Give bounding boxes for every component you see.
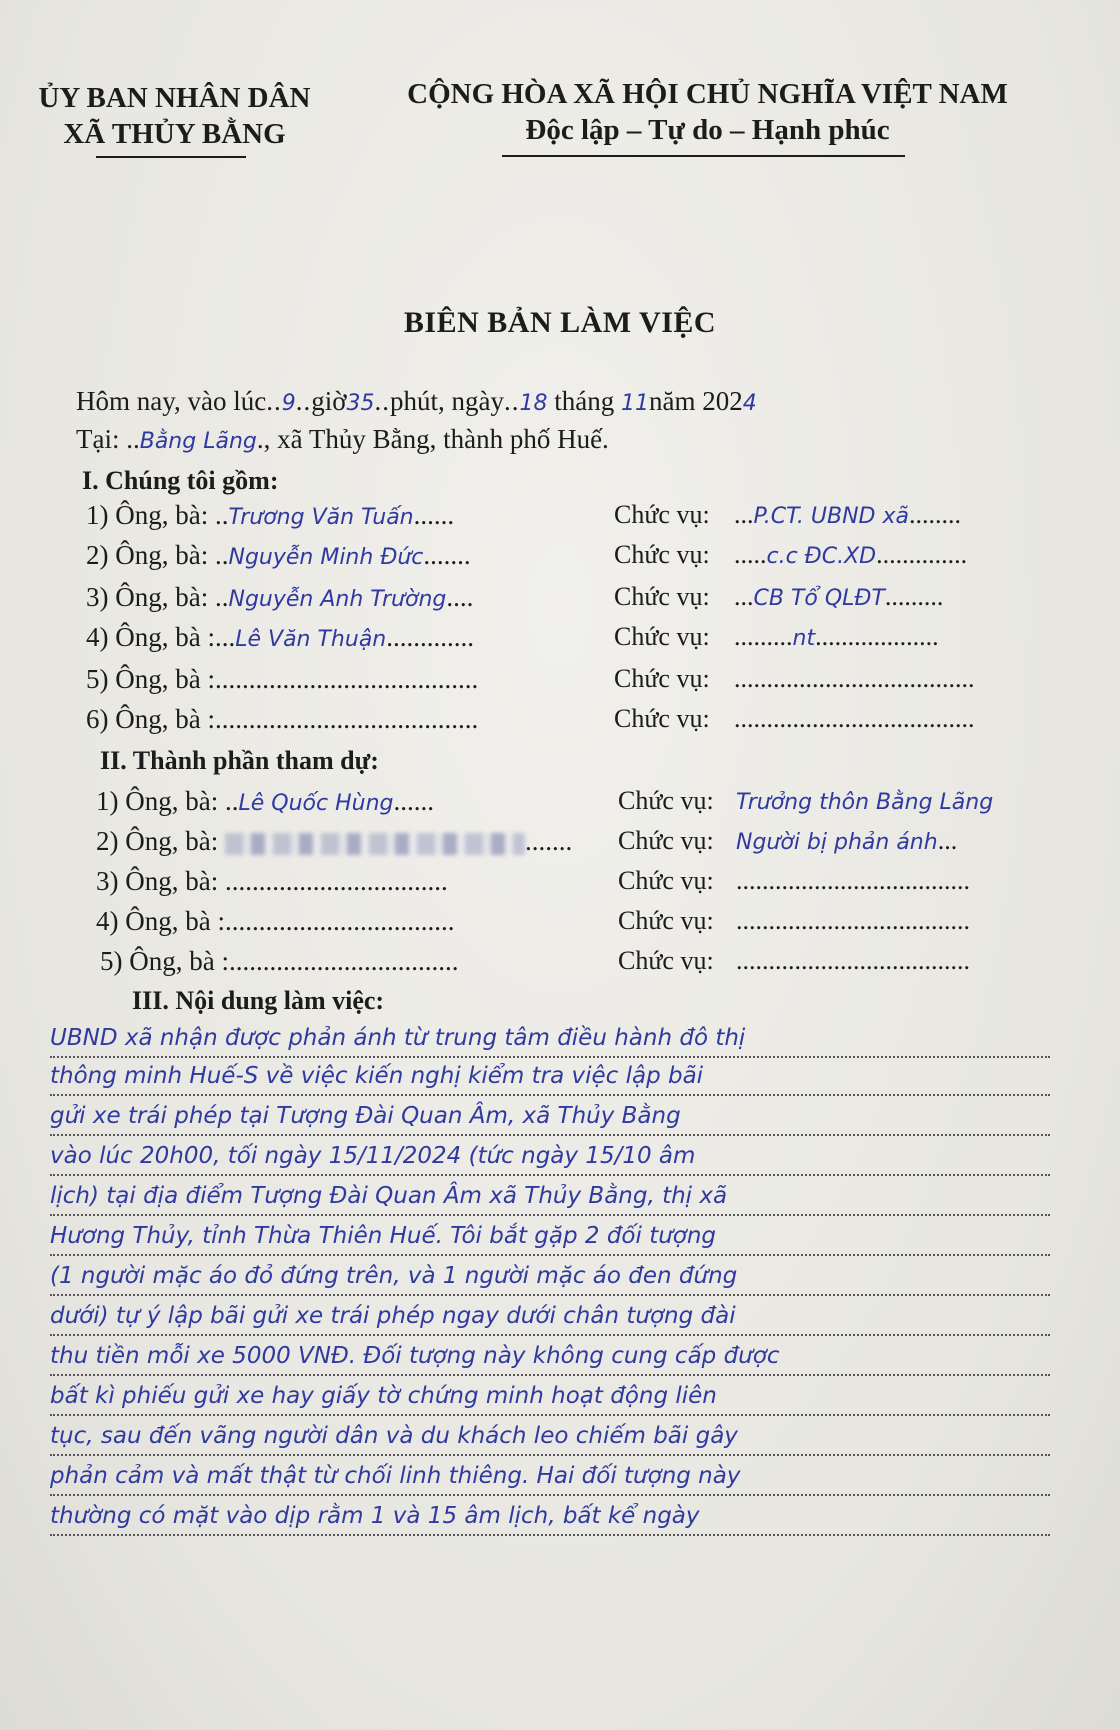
issuing-authority (22, 80, 327, 152)
member-row: 5) Ông, bà :....................................... (86, 664, 479, 694)
position-value: Người bị phản ánh (736, 830, 938, 855)
position-label: Chức vụ: (614, 664, 710, 693)
attendee-position: .................................... (736, 866, 970, 895)
member-name: Trương Văn Tuấn (228, 505, 414, 530)
position-value: nt (792, 626, 816, 651)
member-position: ..................................... (734, 664, 975, 693)
location-label: Tại: .. (76, 424, 140, 454)
attendee-position (736, 786, 993, 816)
motto-underline (502, 155, 905, 157)
position-label: Chức vụ: (618, 786, 714, 815)
attendee-position: .................................... (736, 946, 970, 975)
row-label: 5) Ông, bà : (86, 664, 215, 694)
position-label: Chức vụ: (614, 540, 710, 569)
row-label: 3) Ông, bà: (86, 582, 209, 612)
row-label: 2) Ông, bà: (86, 540, 209, 570)
position-label: Chức vụ: (618, 826, 714, 855)
content-line: Hương Thủy, tỉnh Thừa Thiên Huế. Tôi bắt gặp 2 đối tượng (50, 1218, 1050, 1256)
row-label: 4) Ông, bà : (86, 622, 215, 652)
attendee-position: .................................... (736, 906, 970, 935)
section-3-heading: III. Nội dung làm việc: (132, 986, 385, 1015)
section-1-heading: I. Chúng tôi gồm: (82, 466, 279, 495)
attendee-row: 3) Ông, bà: ................................. (96, 866, 448, 896)
attendee-row: 4) Ông, bà :.................................. (96, 906, 455, 936)
member-row: 3) Ông, bà: ..Nguyễn Anh Trường.... (86, 582, 474, 612)
attendee-row: 1) Ông, bà: ..Lê Quốc Hùng...... (96, 786, 434, 816)
position-label: Chức vụ: (614, 704, 710, 733)
intro-text: tháng (554, 386, 615, 416)
intro-text: Hôm nay, vào lúc (76, 386, 267, 416)
attendee-name: Lê Quốc Hùng (238, 791, 394, 816)
position-value: P.CT. UBND xã (753, 504, 909, 529)
position-label: Chức vụ: (618, 866, 714, 895)
position-label: Chức vụ: (618, 906, 714, 935)
row-label: 2) Ông, bà: (96, 826, 219, 856)
position-label: Chức vụ: (614, 582, 710, 611)
document-title: BIÊN BẢN LÀM VIỆC (403, 306, 717, 339)
national-header (405, 76, 1010, 148)
location-rest: ., xã Thủy Bằng, thành phố Huế. (256, 424, 609, 454)
position-label: Chức vụ: (618, 946, 714, 975)
row-label: 6) Ông, bà : (86, 704, 215, 734)
row-label: 5) Ông, bà : (100, 946, 229, 976)
redacted-name (225, 833, 525, 855)
member-name: Nguyễn Minh Đức (228, 545, 424, 570)
row-label: 3) Ông, bà: (96, 866, 219, 896)
attendee-row: 5) Ông, bà :.................................. (100, 946, 459, 976)
content-line: thông minh Huế-S về việc kiến nghị kiểm tra việc lập bãi (50, 1058, 1050, 1096)
member-row: 6) Ông, bà :....................................... (86, 704, 479, 734)
row-label: 1) Ông, bà: (86, 500, 209, 530)
position-value: CB Tổ QLĐT (753, 586, 885, 611)
member-row: 1) Ông, bà: ..Trương Văn Tuấn...... (86, 500, 455, 530)
content-line: thường có mặt vào dịp rằm 1 và 15 âm lịch, bất kể ngày (50, 1498, 1050, 1536)
content-line: (1 người mặc áo đỏ đứng trên, và 1 người mặc áo đen đứng (50, 1258, 1050, 1296)
attendee-row: 2) Ông, bà: ....... (96, 826, 573, 856)
member-row: 2) Ông, bà: ..Nguyễn Minh Đức....... (86, 540, 471, 570)
position-label: Chức vụ: (614, 500, 710, 529)
member-name: Nguyễn Anh Trường (228, 587, 447, 612)
intro-day: 18 (519, 391, 548, 416)
national-motto: Độc lập – Tự do – Hạnh phúc (525, 114, 890, 146)
location-line (76, 424, 609, 455)
intro-text: giờ (311, 386, 347, 416)
member-position: .........nt................... (734, 622, 939, 651)
content-line: UBND xã nhận được phản ánh từ trung tâm điều hành đô thị (50, 1020, 1050, 1058)
content-line: vào lúc 20h00, tối ngày 15/11/2024 (tức ngày 15/10 âm (50, 1138, 1050, 1176)
content-line: bất kì phiếu gửi xe hay giấy tờ chứng minh hoạt động liên (50, 1378, 1050, 1416)
content-line: phản cảm và mất thật từ chối linh thiêng. Hai đối tượng này (50, 1458, 1050, 1496)
position-value: c.c ĐC.XD (766, 544, 877, 569)
attendee-position: Người bị phản ánh... (736, 826, 958, 855)
member-position: ...P.CT. UBND xã........ (734, 500, 961, 529)
content-line: lịch) tại địa điểm Tượng Đài Quan Âm xã Thủy Bằng, thị xã (50, 1178, 1050, 1216)
intro-text: phút, ngày (389, 386, 504, 416)
content-line: dưới) tự ý lập bãi gửi xe trái phép ngay dưới chân tượng đài (50, 1298, 1050, 1336)
section-2-heading: II. Thành phần tham dự: (100, 746, 379, 775)
authority-line-2: XÃ THỦY BẰNG (63, 118, 286, 150)
intro-line: Hôm nay, vào lúc..9..giờ35..phút, ngày..18 tháng 11năm 2024 (76, 386, 757, 416)
position-label: Chức vụ: (614, 622, 710, 651)
position-value: Trưởng thôn Bằng Lãng (736, 790, 994, 815)
national-title: CỘNG HÒA XÃ HỘI CHỦ NGHĨA VIỆT NAM (407, 78, 1008, 110)
member-position: ..................................... (734, 704, 975, 733)
member-position: .....c.c ĐC.XD.............. (734, 540, 968, 569)
member-position: ...CB Tổ QLĐT......... (734, 582, 944, 611)
row-label: 1) Ông, bà: (96, 786, 219, 816)
row-label: 4) Ông, bà : (96, 906, 225, 936)
member-row: 4) Ông, bà :...Lê Văn Thuận............. (86, 622, 474, 652)
intro-month: 11 (620, 391, 649, 416)
authority-underline (96, 156, 246, 158)
intro-minute: 35 (346, 391, 375, 416)
intro-hour: 9 (281, 391, 296, 416)
content-line: thu tiền mỗi xe 5000 VNĐ. Đối tượng này không cung cấp được (50, 1338, 1050, 1376)
authority-line-1: ỦY BAN NHÂN DÂN (38, 82, 311, 114)
intro-year-digit: 4 (742, 391, 757, 416)
content-line: tục, sau đến vãng người dân và du khách leo chiếm bãi gây (50, 1418, 1050, 1456)
location-value: Bằng Lãng (139, 429, 257, 454)
content-line: gửi xe trái phép tại Tượng Đài Quan Âm, xã Thủy Bằng (50, 1098, 1050, 1136)
member-name: Lê Văn Thuận (235, 627, 387, 652)
intro-text: năm 202 (648, 386, 743, 416)
